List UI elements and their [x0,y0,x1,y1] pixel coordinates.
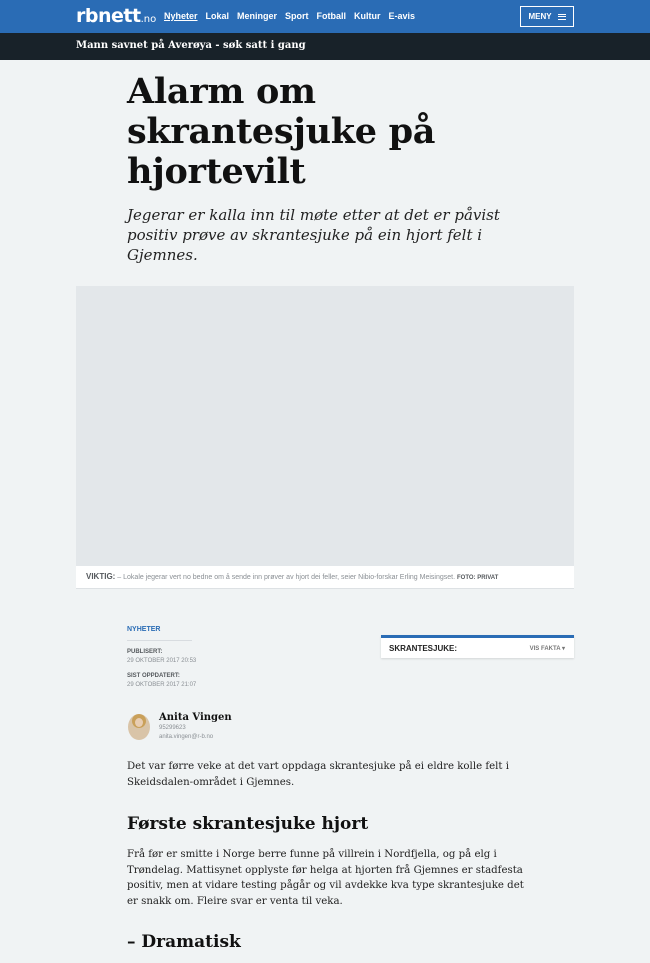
nav-item-meninger[interactable]: Meninger [237,11,278,21]
nav-item-fotball[interactable]: Fotball [316,11,347,21]
body-paragraph: Det var førre veke at det vart oppdaga skrantesjuke på ei eldre kolle felt i Skeidsdalen-området i Gjemnes. [127,761,509,788]
site-logo[interactable]: rbnett.no [76,5,157,27]
breaking-news-bar[interactable] [0,33,650,60]
body-paragraph: Frå før er smitte i Norge berre funne på villrein i Nordfjella, og på elg i Trøndelag. Mattisynet opplyste før helga at hjorten frå Gjemnes er stadfesta positiv, men at vidare testing pågår og vil avdekke kva type skrantesjuke det er snakk om. Fleire svar er venta til veka. [127,849,524,907]
author-name[interactable]: Anita Vingen [159,712,232,723]
article-hero-image [76,286,574,566]
nav-item-sport[interactable]: Sport [285,11,309,21]
image-caption [76,566,574,589]
nav-item-kultur[interactable]: Kultur [354,11,381,21]
caption-label: VIKTIG: [86,572,116,581]
nav-item-nyheter[interactable]: Nyheter [164,11,198,21]
fact-box[interactable] [381,635,574,658]
author-avatar [128,714,150,740]
updated-value: 29 OKTOBER 2017 21:07 [127,682,197,688]
fact-box-title: SKRANTESJUKE: [389,644,458,653]
body-heading: Første skrantesjuke hjort [127,814,369,834]
author-email[interactable]: anita.vingen@r-b.no [159,734,214,740]
nav-item-e-avis[interactable]: E-avis [388,11,416,21]
top-navigation-bar [0,0,650,33]
menu-button-label: MENY [528,12,552,21]
main-nav [164,11,415,21]
body-heading: – Dramatisk [127,932,241,952]
fact-box-toggle[interactable]: VIS FAKTA ▾ [529,646,565,652]
article-title: Alarm om skrantesjuke på hjortevilt [127,71,436,192]
published-value: 29 OKTOBER 2017 20:53 [127,658,197,664]
nav-item-lokal[interactable]: Lokal [205,11,230,21]
author-phone: 95299623 [159,725,186,731]
published-label: PUBLISERT: [127,649,163,655]
hamburger-icon [558,14,566,20]
caption-text: – Lokale jegerar vert no bedne om å sende inn prøver av hjort dei feller, seier Nibio-forskar Erling Meisingset. [117,574,456,581]
section-label[interactable]: NYHETER [127,626,161,633]
breaking-news-link[interactable]: Mann savnet på Averøya - søk satt i gang [76,40,306,51]
updated-label: SIST OPPDATERT: [127,673,180,679]
article-lead: Jegerar er kalla inn til møte etter at det er påvist positiv prøve av skrantesjuke på ein hjort felt i Gjemnes. [127,206,500,264]
caption-credit: FOTO: PRIVAT [456,575,499,581]
menu-button[interactable] [520,6,574,27]
meta-divider [127,640,192,641]
